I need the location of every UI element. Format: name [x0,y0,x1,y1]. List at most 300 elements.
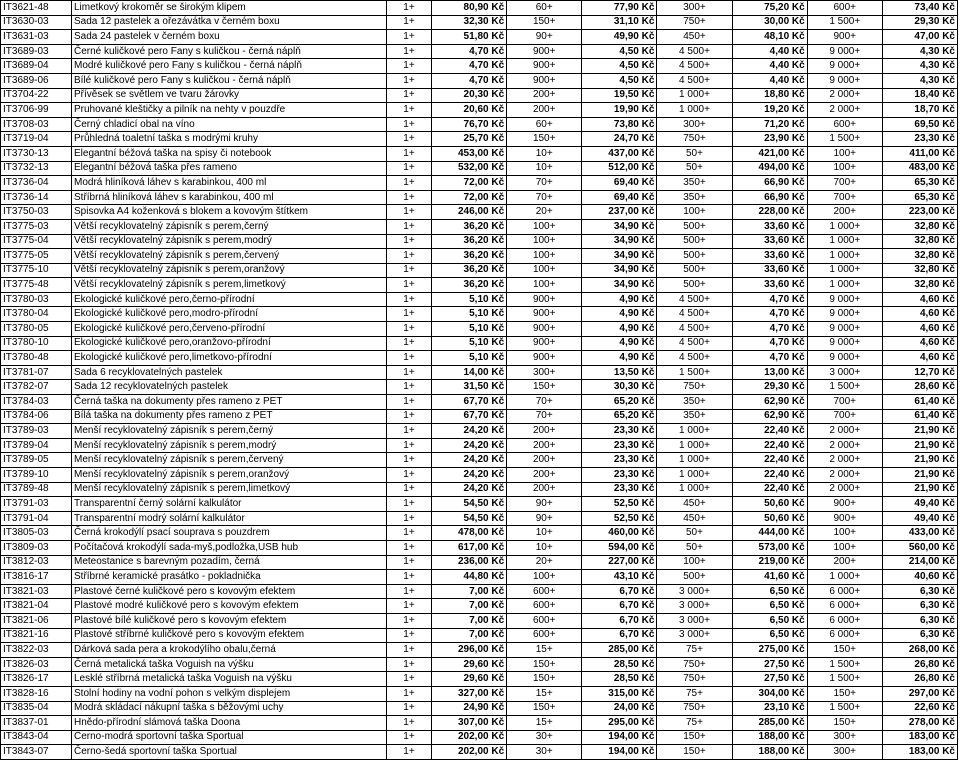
quantity-tier-2: 15+ [507,643,582,658]
price-tier-4: 32,80 Kč [882,234,957,249]
product-name: Sada 12 recyklovatelných pastelek [72,380,387,395]
quantity-tier-3: 1 000+ [657,468,732,483]
price-tier-4: 411,00 Kč [882,146,957,161]
product-name: Sada 12 pastelek a ořezávátka v černém boxu [72,15,387,30]
min-quantity: 1+ [387,657,432,672]
price-tier-2: 69,40 Kč [582,176,657,191]
min-quantity: 1+ [387,701,432,716]
price-tier-4: 6,30 Kč [882,584,957,599]
min-quantity: 1+ [387,438,432,453]
quantity-tier-3: 4 500+ [657,292,732,307]
quantity-tier-4: 700+ [807,409,882,424]
price-tier-1: 72,00 Kč [432,176,507,191]
min-quantity: 1+ [387,44,432,59]
price-tier-1: 29,60 Kč [432,672,507,687]
price-tier-3: 41,60 Kč [732,570,807,585]
price-tier-4: 49,40 Kč [882,511,957,526]
price-tier-3: 27,50 Kč [732,672,807,687]
price-tier-1: 51,80 Kč [432,30,507,45]
price-tier-1: 54,50 Kč [432,497,507,512]
product-code: IT3805-03 [1,526,72,541]
table-row [1,643,958,658]
min-quantity: 1+ [387,103,432,118]
quantity-tier-3: 450+ [657,511,732,526]
quantity-tier-4: 200+ [807,205,882,220]
price-tier-2: 23,30 Kč [582,468,657,483]
product-name: Ekologické kuličkové pero,černo-přírodní [72,292,387,307]
product-name: Pruhované kleštičky a pilník na nehty v pouzdře [72,103,387,118]
quantity-tier-2: 90+ [507,30,582,45]
price-tier-2: 315,00 Kč [582,686,657,701]
quantity-tier-3: 750+ [657,657,732,672]
price-tier-4: 32,80 Kč [882,263,957,278]
quantity-tier-2: 200+ [507,438,582,453]
price-tier-3: 219,00 Kč [732,555,807,570]
quantity-tier-2: 10+ [507,146,582,161]
price-tier-2: 285,00 Kč [582,643,657,658]
product-code: IT3821-03 [1,584,72,599]
table-row [1,730,958,745]
price-tier-4: 73,40 Kč [882,1,957,16]
quantity-tier-3: 750+ [657,380,732,395]
table-row [1,365,958,380]
product-code: IT3621-48 [1,1,72,16]
quantity-tier-2: 100+ [507,263,582,278]
quantity-tier-2: 900+ [507,73,582,88]
price-tier-1: 453,00 Kč [432,146,507,161]
min-quantity: 1+ [387,482,432,497]
price-tier-1: 202,00 Kč [432,745,507,760]
table-row [1,30,958,45]
quantity-tier-2: 100+ [507,249,582,264]
price-tier-4: 28,60 Kč [882,380,957,395]
price-tier-2: 594,00 Kč [582,540,657,555]
min-quantity: 1+ [387,30,432,45]
quantity-tier-3: 50+ [657,161,732,176]
price-tier-2: 49,90 Kč [582,30,657,45]
min-quantity: 1+ [387,351,432,366]
price-tier-2: 4,90 Kč [582,322,657,337]
price-tier-2: 34,90 Kč [582,219,657,234]
price-tier-1: 76,70 Kč [432,117,507,132]
quantity-tier-3: 1 000+ [657,88,732,103]
price-tier-2: 295,00 Kč [582,716,657,731]
quantity-tier-3: 75+ [657,716,732,731]
price-tier-4: 21,90 Kč [882,453,957,468]
quantity-tier-2: 10+ [507,161,582,176]
min-quantity: 1+ [387,132,432,147]
quantity-tier-2: 600+ [507,613,582,628]
quantity-tier-2: 70+ [507,176,582,191]
quantity-tier-3: 100+ [657,555,732,570]
table-row [1,511,958,526]
price-tier-2: 194,00 Kč [582,730,657,745]
quantity-tier-2: 100+ [507,278,582,293]
product-code: IT3775-05 [1,249,72,264]
product-name: Větší recyklovatelný zápisník s perem,oranžový [72,263,387,278]
table-row [1,628,958,643]
quantity-tier-2: 900+ [507,44,582,59]
product-code: IT3791-04 [1,511,72,526]
product-code: IT3843-07 [1,745,72,760]
price-tier-4: 21,90 Kč [882,424,957,439]
min-quantity: 1+ [387,15,432,30]
product-name: Modrá hliníková láhev s karabinkou, 400 ml [72,176,387,191]
product-name: Větší recyklovatelný zápisník s perem,modrý [72,234,387,249]
product-code: IT3821-06 [1,613,72,628]
price-tier-3: 4,70 Kč [732,322,807,337]
price-tier-4: 223,00 Kč [882,205,957,220]
price-tier-1: 7,00 Kč [432,599,507,614]
product-code: IT3826-17 [1,672,72,687]
price-tier-3: 33,60 Kč [732,278,807,293]
product-code: IT3732-13 [1,161,72,176]
quantity-tier-4: 9 000+ [807,73,882,88]
price-tier-3: 66,90 Kč [732,176,807,191]
quantity-tier-4: 600+ [807,117,882,132]
quantity-tier-2: 200+ [507,482,582,497]
quantity-tier-3: 4 500+ [657,73,732,88]
min-quantity: 1+ [387,249,432,264]
quantity-tier-3: 500+ [657,249,732,264]
min-quantity: 1+ [387,1,432,16]
price-tier-1: 617,00 Kč [432,540,507,555]
product-code: IT3775-04 [1,234,72,249]
price-tier-2: 23,30 Kč [582,424,657,439]
table-row [1,219,958,234]
quantity-tier-4: 900+ [807,511,882,526]
price-tier-2: 4,50 Kč [582,44,657,59]
quantity-tier-2: 600+ [507,628,582,643]
product-code: IT3736-04 [1,176,72,191]
quantity-tier-3: 300+ [657,1,732,16]
price-tier-3: 66,90 Kč [732,190,807,205]
min-quantity: 1+ [387,526,432,541]
quantity-tier-2: 10+ [507,540,582,555]
price-tier-2: 77,90 Kč [582,1,657,16]
min-quantity: 1+ [387,336,432,351]
price-tier-4: 297,00 Kč [882,686,957,701]
price-tier-4: 32,80 Kč [882,249,957,264]
min-quantity: 1+ [387,263,432,278]
product-code: IT3775-48 [1,278,72,293]
price-tier-1: 4,70 Kč [432,59,507,74]
table-row [1,190,958,205]
min-quantity: 1+ [387,453,432,468]
product-name: Transparentní modrý solární kalkulátor [72,511,387,526]
price-tier-2: 31,10 Kč [582,15,657,30]
product-name: Přívěsek se světlem ve tvaru žárovky [72,88,387,103]
quantity-tier-2: 70+ [507,409,582,424]
price-tier-1: 14,00 Kč [432,365,507,380]
quantity-tier-2: 90+ [507,511,582,526]
product-name: Sada 24 pastelek v černém boxu [72,30,387,45]
quantity-tier-2: 150+ [507,701,582,716]
price-tier-3: 188,00 Kč [732,730,807,745]
min-quantity: 1+ [387,628,432,643]
quantity-tier-4: 1 000+ [807,249,882,264]
table-row [1,526,958,541]
price-tier-3: 4,40 Kč [732,59,807,74]
quantity-tier-3: 4 500+ [657,307,732,322]
quantity-tier-3: 4 500+ [657,59,732,74]
quantity-tier-3: 750+ [657,132,732,147]
price-tier-4: 22,60 Kč [882,701,957,716]
price-tier-3: 22,40 Kč [732,438,807,453]
min-quantity: 1+ [387,540,432,555]
table-row [1,117,958,132]
quantity-tier-2: 200+ [507,424,582,439]
table-row [1,161,958,176]
quantity-tier-2: 200+ [507,468,582,483]
quantity-tier-2: 600+ [507,584,582,599]
price-tier-4: 4,30 Kč [882,59,957,74]
min-quantity: 1+ [387,468,432,483]
price-tier-1: 36,20 Kč [432,249,507,264]
min-quantity: 1+ [387,497,432,512]
price-tier-3: 275,00 Kč [732,643,807,658]
quantity-tier-3: 75+ [657,686,732,701]
price-tier-4: 32,80 Kč [882,278,957,293]
price-tier-4: 26,80 Kč [882,672,957,687]
price-tier-2: 194,00 Kč [582,745,657,760]
price-tier-2: 23,30 Kč [582,438,657,453]
price-tier-3: 62,90 Kč [732,409,807,424]
product-name: Stříbrná hliníková láhev s karabinkou, 400 ml [72,190,387,205]
price-tier-4: 560,00 Kč [882,540,957,555]
table-row [1,88,958,103]
price-tier-4: 433,00 Kč [882,526,957,541]
price-tier-3: 71,20 Kč [732,117,807,132]
quantity-tier-2: 30+ [507,745,582,760]
quantity-tier-4: 150+ [807,686,882,701]
product-name: Elegantní béžová taška přes rameno [72,161,387,176]
price-tier-3: 23,10 Kč [732,701,807,716]
price-tier-3: 22,40 Kč [732,424,807,439]
quantity-tier-2: 60+ [507,1,582,16]
price-tier-2: 6,70 Kč [582,628,657,643]
price-tier-4: 214,00 Kč [882,555,957,570]
product-code: IT3789-04 [1,438,72,453]
price-tier-2: 30,30 Kč [582,380,657,395]
product-name: Plastové černé kuličkové pero s kovovým efektem [72,584,387,599]
quantity-tier-4: 900+ [807,497,882,512]
quantity-tier-4: 100+ [807,540,882,555]
quantity-tier-3: 100+ [657,205,732,220]
min-quantity: 1+ [387,219,432,234]
product-code: IT3704-22 [1,88,72,103]
price-tier-2: 23,30 Kč [582,482,657,497]
price-tier-4: 268,00 Kč [882,643,957,658]
product-code: IT3630-03 [1,15,72,30]
quantity-tier-3: 300+ [657,117,732,132]
quantity-tier-2: 15+ [507,716,582,731]
quantity-tier-3: 50+ [657,540,732,555]
quantity-tier-4: 9 000+ [807,292,882,307]
quantity-tier-4: 1 500+ [807,132,882,147]
price-tier-1: 24,20 Kč [432,424,507,439]
table-row [1,176,958,191]
min-quantity: 1+ [387,424,432,439]
quantity-tier-4: 6 000+ [807,628,882,643]
quantity-tier-3: 4 500+ [657,322,732,337]
price-tier-2: 6,70 Kč [582,613,657,628]
product-code: IT3816-17 [1,570,72,585]
table-row [1,351,958,366]
product-code: IT3784-06 [1,409,72,424]
quantity-tier-2: 900+ [507,336,582,351]
min-quantity: 1+ [387,176,432,191]
table-row [1,278,958,293]
table-row [1,249,958,264]
price-tier-1: 36,20 Kč [432,219,507,234]
price-tier-4: 18,70 Kč [882,103,957,118]
product-code: IT3782-07 [1,380,72,395]
price-tier-1: 4,70 Kč [432,44,507,59]
product-name: Menší recyklovatelný zápisník s perem,limetkový [72,482,387,497]
table-row [1,336,958,351]
product-name: Černá taška na dokumenty přes rameno z PET [72,395,387,410]
price-tier-2: 19,90 Kč [582,103,657,118]
price-tier-1: 24,90 Kč [432,701,507,716]
quantity-tier-3: 450+ [657,497,732,512]
quantity-tier-2: 20+ [507,205,582,220]
price-tier-4: 12,70 Kč [882,365,957,380]
min-quantity: 1+ [387,322,432,337]
price-tier-1: 44,80 Kč [432,570,507,585]
price-tier-3: 421,00 Kč [732,146,807,161]
quantity-tier-4: 900+ [807,30,882,45]
price-tier-3: 33,60 Kč [732,234,807,249]
min-quantity: 1+ [387,380,432,395]
price-tier-3: 444,00 Kč [732,526,807,541]
min-quantity: 1+ [387,161,432,176]
price-tier-2: 13,50 Kč [582,365,657,380]
price-tier-4: 21,90 Kč [882,468,957,483]
quantity-tier-4: 700+ [807,190,882,205]
product-name: Transparentní černý solární kalkulátor [72,497,387,512]
product-code: IT3784-03 [1,395,72,410]
price-tier-1: 20,60 Kč [432,103,507,118]
quantity-tier-4: 700+ [807,395,882,410]
quantity-tier-3: 500+ [657,570,732,585]
price-tier-2: 65,20 Kč [582,395,657,410]
product-code: IT3689-06 [1,73,72,88]
quantity-tier-3: 4 500+ [657,336,732,351]
product-code: IT3837-01 [1,716,72,731]
quantity-tier-4: 9 000+ [807,322,882,337]
product-name: Černá krokodýlí psací souprava s pouzdrem [72,526,387,541]
quantity-tier-4: 6 000+ [807,584,882,599]
price-tier-2: 34,90 Kč [582,234,657,249]
quantity-tier-4: 9 000+ [807,44,882,59]
price-tier-4: 4,60 Kč [882,292,957,307]
quantity-tier-4: 300+ [807,730,882,745]
price-tier-1: 5,10 Kč [432,307,507,322]
product-name: Průhledná toaletní taška s modrými kruhy [72,132,387,147]
quantity-tier-2: 70+ [507,395,582,410]
min-quantity: 1+ [387,643,432,658]
product-code: IT3708-03 [1,117,72,132]
price-tier-4: 6,30 Kč [882,613,957,628]
price-tier-1: 32,30 Kč [432,15,507,30]
table-row [1,468,958,483]
price-tier-2: 512,00 Kč [582,161,657,176]
min-quantity: 1+ [387,570,432,585]
price-tier-2: 4,90 Kč [582,307,657,322]
price-tier-1: 67,70 Kč [432,395,507,410]
product-code: IT3826-03 [1,657,72,672]
price-tier-3: 4,40 Kč [732,73,807,88]
product-code: IT3835-04 [1,701,72,716]
quantity-tier-3: 750+ [657,15,732,30]
table-row [1,599,958,614]
quantity-tier-4: 100+ [807,146,882,161]
quantity-tier-3: 1 000+ [657,453,732,468]
product-name: Černé kuličkové pero Fany s kuličkou - černá náplň [72,44,387,59]
price-tier-1: 236,00 Kč [432,555,507,570]
quantity-tier-4: 1 000+ [807,263,882,278]
price-tier-3: 19,20 Kč [732,103,807,118]
quantity-tier-2: 200+ [507,88,582,103]
quantity-tier-3: 500+ [657,234,732,249]
price-tier-1: 36,20 Kč [432,278,507,293]
price-tier-1: 20,30 Kč [432,88,507,103]
product-code: IT3689-04 [1,59,72,74]
price-tier-4: 4,60 Kč [882,307,957,322]
price-tier-2: 460,00 Kč [582,526,657,541]
price-tier-3: 6,50 Kč [732,599,807,614]
quantity-tier-2: 900+ [507,292,582,307]
product-name: Menší recyklovatelný zápisník s perem,modrý [72,438,387,453]
price-tier-2: 437,00 Kč [582,146,657,161]
price-tier-3: 4,70 Kč [732,351,807,366]
product-code: IT3730-13 [1,146,72,161]
product-name: Černo-modrá sportovní taška Sportual [72,730,387,745]
product-code: IT3780-03 [1,292,72,307]
price-tier-3: 285,00 Kč [732,716,807,731]
price-tier-1: 532,00 Kč [432,161,507,176]
price-tier-2: 65,20 Kč [582,409,657,424]
price-tier-3: 30,00 Kč [732,15,807,30]
quantity-tier-2: 90+ [507,497,582,512]
quantity-tier-4: 2 000+ [807,88,882,103]
price-tier-3: 6,50 Kč [732,628,807,643]
quantity-tier-3: 500+ [657,219,732,234]
min-quantity: 1+ [387,745,432,760]
product-code: IT3821-16 [1,628,72,643]
price-tier-2: 6,70 Kč [582,599,657,614]
table-row [1,438,958,453]
price-tier-1: 5,10 Kč [432,351,507,366]
quantity-tier-3: 3 000+ [657,584,732,599]
quantity-tier-3: 1 000+ [657,438,732,453]
quantity-tier-4: 9 000+ [807,336,882,351]
table-row [1,453,958,468]
price-tier-3: 4,70 Kč [732,336,807,351]
product-name: Limetkový krokoměr se širokým klipem [72,1,387,16]
quantity-tier-4: 2 000+ [807,103,882,118]
price-tier-2: 19,50 Kč [582,88,657,103]
product-name: Černo-šedá sportovní taška Sportual [72,745,387,760]
price-tier-3: 22,40 Kč [732,453,807,468]
table-row [1,73,958,88]
price-tier-3: 4,40 Kč [732,44,807,59]
table-row [1,59,958,74]
quantity-tier-2: 200+ [507,103,582,118]
price-tier-3: 4,70 Kč [732,307,807,322]
quantity-tier-2: 150+ [507,15,582,30]
